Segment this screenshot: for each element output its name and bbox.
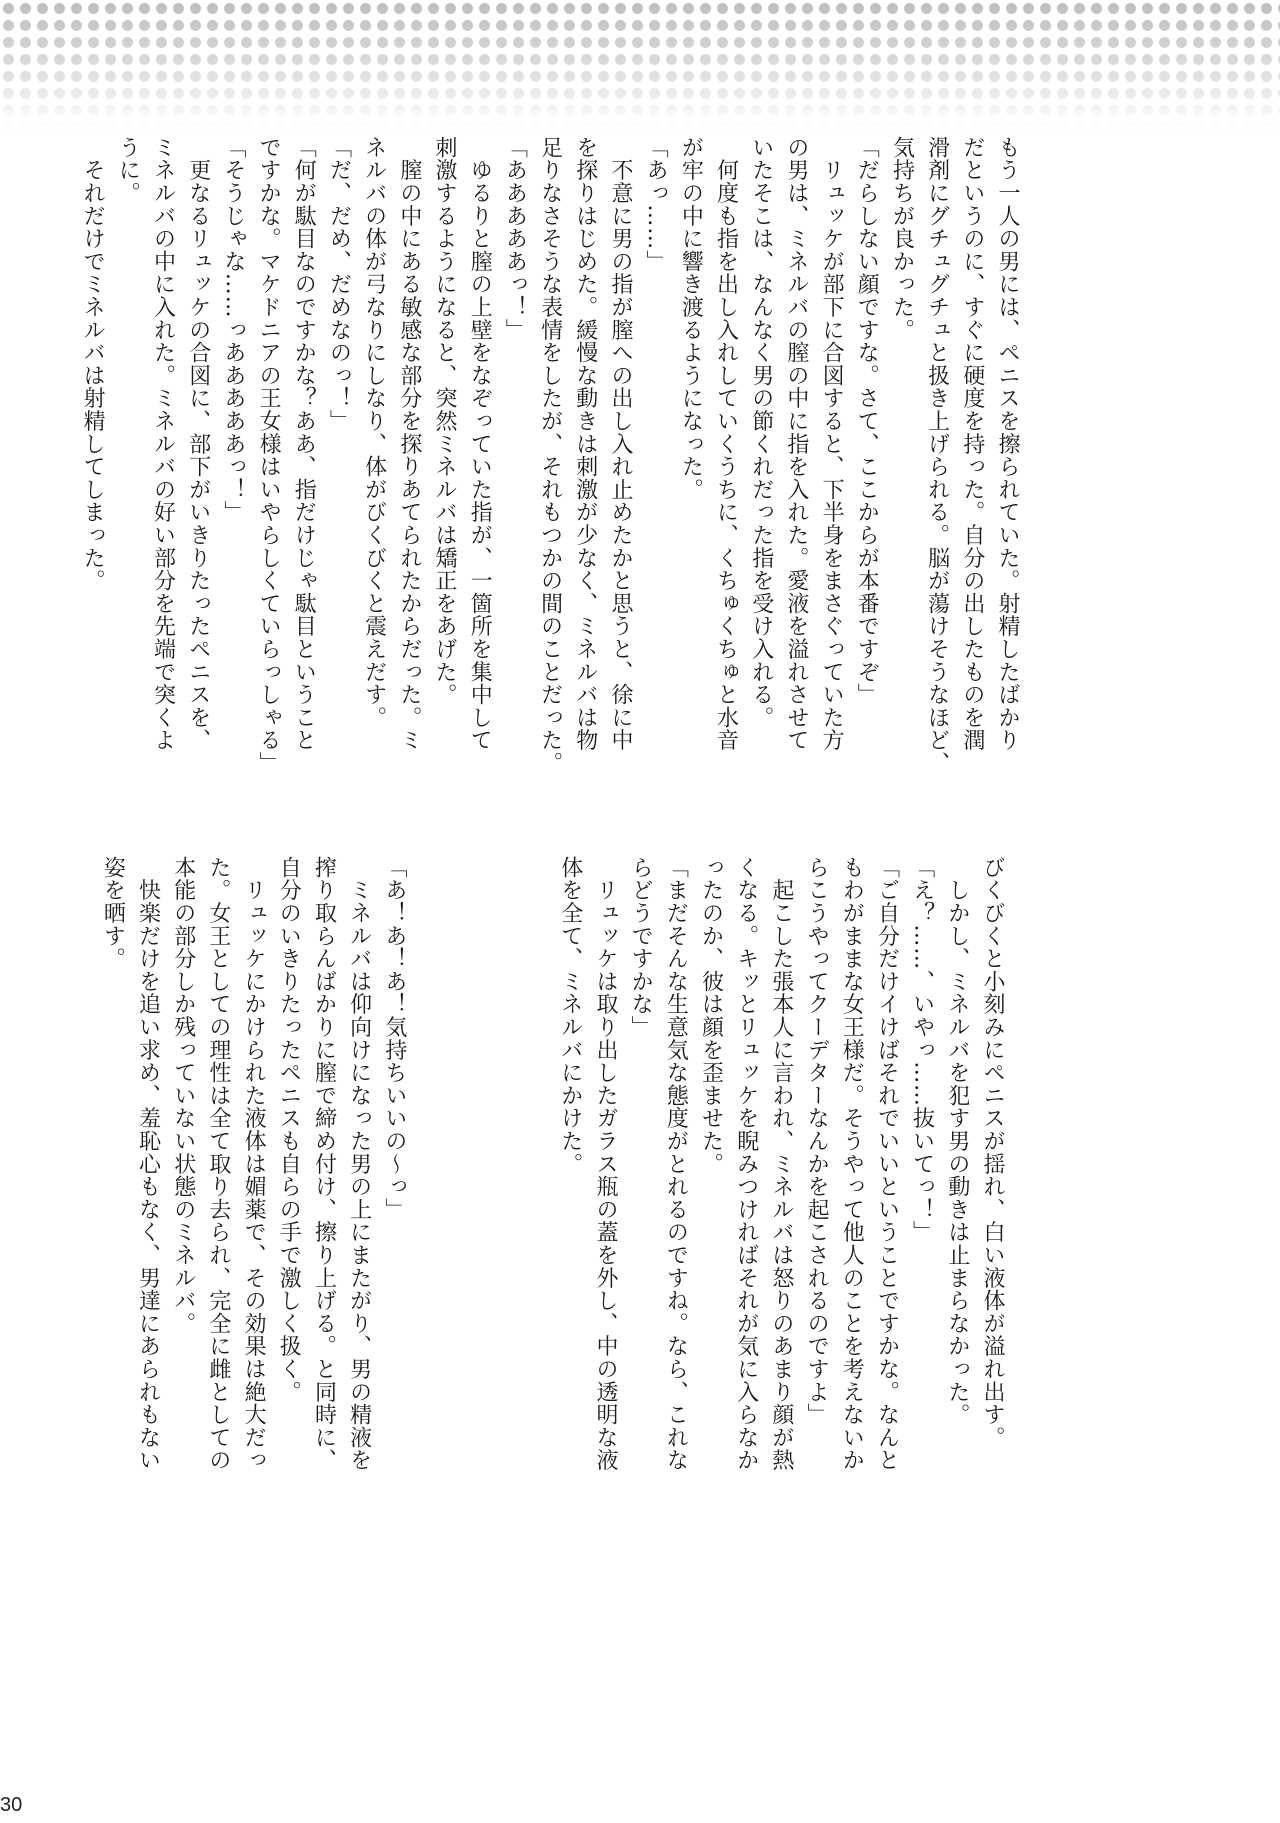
- text-column: 不意に男の指が膣への出し入れ止めたかと思うと、徐に中: [607, 136, 633, 752]
- text-column: 膣の中にある敏感な部分を探りあてられたからだった。ミ: [396, 136, 422, 752]
- text-column: 起こした張本人に言われ、ミネルバは怒りのあまり顔が熱: [768, 856, 794, 1472]
- text-column: た。女王としての理性は全て取り去られ、完全に雌としての: [205, 856, 231, 1472]
- text-column: ネルバの体が弓なりにしなり、体がびくびくと震えだす。: [361, 136, 387, 729]
- text-column: 「だらしない顔ですな。さて、ここからが本番ですぞ」: [854, 136, 880, 706]
- lower-text-block: [95, 856, 1010, 1496]
- text-column: リュッケにかけられた液体は媚薬で、その効果は絶大だっ: [241, 856, 267, 1472]
- text-column: びくびくと小刻みにペニスが揺れ、白い液体が溢れ出す。: [980, 856, 1005, 1449]
- text-column: 「何が駄目なのですかな？ああ、指だけじゃ駄目ということ: [291, 136, 317, 752]
- text-column: 「あああああっ！」: [502, 136, 528, 342]
- text-column: を探りはじめた。緩慢な動きは刺激が少なく、ミネルバは物: [572, 136, 598, 752]
- text-column: ミネルバは仰向けになった男の上にまたがり、男の精液を: [346, 856, 372, 1472]
- text-column: ったのか、彼は顔を歪ませた。: [698, 856, 724, 1176]
- text-column: ミネルバの中に入れた。ミネルバの好い部分を先端で突くよ: [150, 136, 176, 752]
- text-column: いたそこは、なんなく男の節くれだった指を受け入れる。: [748, 136, 774, 729]
- text-column: 自分のいきりたったペニスも自らの手で激しく扱く。: [276, 856, 302, 1404]
- text-column: が牢の中に響き渡るようになった。: [678, 136, 704, 501]
- text-column: リュッケは取り出したガラス瓶の蓋を外し、中の透明な液: [592, 856, 618, 1472]
- text-column: それだけでミネルバは射精してしまった。: [80, 136, 106, 592]
- text-column: 滑剤にグチュグチュと扱き上げられる。脳が蕩けそうなほど、: [924, 136, 950, 775]
- text-column: 「そうじゃな……っあああああっ！」: [220, 136, 246, 524]
- text-column: うに。: [115, 136, 141, 205]
- text-column: 「ご自分だけイけばそれでいいということですかな。なんと: [874, 856, 900, 1472]
- text-column: 「あっ……」: [643, 136, 669, 273]
- text-column: [412, 856, 447, 1496]
- text-column: [447, 856, 482, 1496]
- text-column: 本能の部分しか残っていない状態のミネルバ。: [170, 856, 196, 1335]
- text-column: しかし、ミネルバを犯す男の動きは止まらなかった。: [944, 856, 970, 1426]
- text-column: 足りなさそうな表情をしたが、それもつかの間のことだった。: [537, 136, 563, 775]
- text-column: 「だ、だめ、だめなのっ！」: [326, 136, 352, 433]
- text-column: もわがままな女王様だ。そうやって他人のことを考えないか: [839, 856, 865, 1472]
- text-column: [517, 856, 552, 1496]
- text-column: くなる。キッとリュッケを睨みつければそれが気に入らなか: [733, 856, 759, 1472]
- text-column: 刺激するようになると、突然ミネルバは矯正をあげた。: [432, 136, 457, 706]
- text-column: 「まだそんな生意気な態度がとれるのですね。なら、これな: [663, 856, 689, 1472]
- text-column: 気持ちが良かった。: [889, 136, 915, 342]
- text-column: 更なるリュッケの合図に、部下がいきりたったペニスを、: [185, 136, 211, 752]
- text-column: の男は、ミネルバの膣の中に指を入れた。愛液を溢れさせて: [783, 136, 809, 752]
- text-column: もう一人の男には、ペニスを擦られていた。射精したばかり: [995, 136, 1020, 752]
- text-column: [482, 856, 517, 1496]
- text-column: 「あ！あ！あ！気持ちいいの〜っ」: [381, 856, 407, 1221]
- text-column: リュッケが部下に合図すると、下半身をまさぐっていた方: [819, 136, 845, 752]
- text-column: らどうですかな」: [628, 856, 654, 1039]
- page-number: 30: [0, 1794, 23, 1816]
- upper-text-block: [75, 136, 1025, 776]
- text-column: 快楽だけを追い求め、羞恥心もなく、男達にあられもない: [135, 856, 161, 1472]
- text-column: ゆるりと膣の上壁をなぞっていた指が、一箇所を集中して: [467, 136, 493, 752]
- text-column: 姿を晒す。: [100, 856, 126, 970]
- text-column: 搾り取らんばかりに膣で締め付け、擦り上げる。と同時に、: [311, 856, 337, 1472]
- text-column: らこうやってクーデターなんかを起こされるのですよ」: [804, 856, 830, 1426]
- text-column: だというのに、すぐに硬度を持った。自分の出したものを潤: [959, 136, 985, 752]
- text-column: 体を全て、ミネルバにかけた。: [557, 856, 583, 1176]
- text-column: ですかな。マケドニアの王女様はいやらしくていらっしゃる」: [256, 136, 282, 775]
- halftone-dot-header: [0, 0, 1280, 130]
- text-column: 「え？……、いやっ……抜いてっ！」: [909, 856, 935, 1244]
- text-column: 何度も指を出し入れしていくうちに、くちゅくちゅと水音: [713, 136, 739, 752]
